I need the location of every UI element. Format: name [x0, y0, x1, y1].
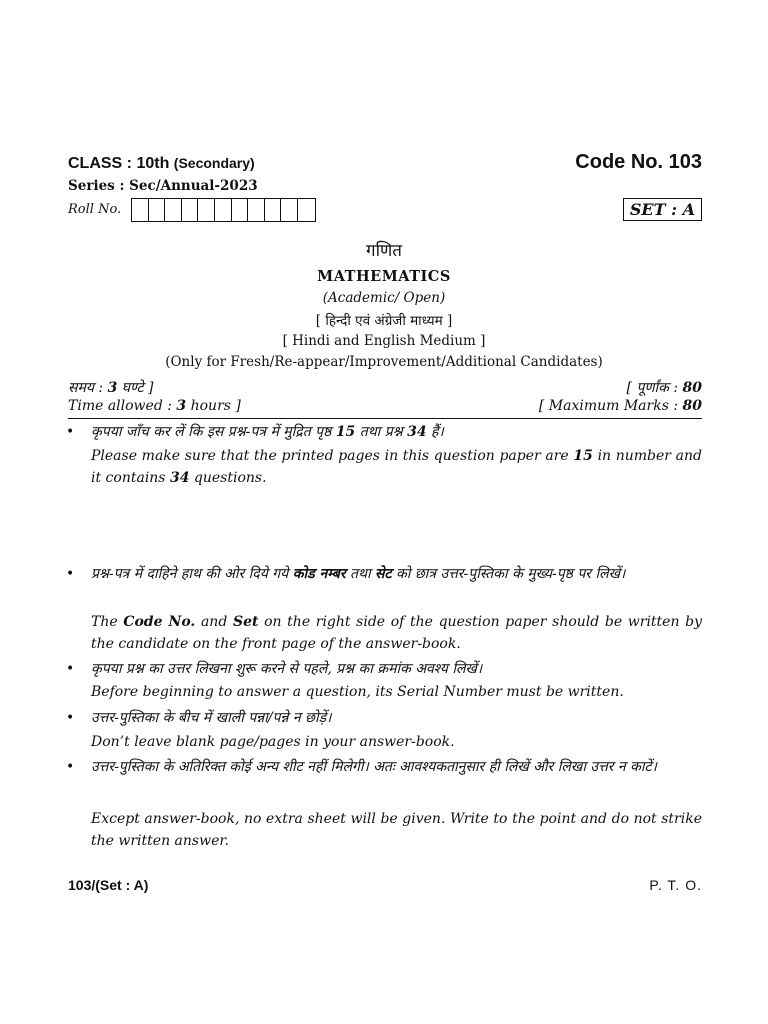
roll-number-boxes — [131, 198, 316, 222]
medium-hindi-label: [ हिन्दी एवं अंग्रेजी माध्यम ] — [315, 313, 453, 329]
roll-number-box — [232, 199, 249, 221]
series-label: Series : Sec/Annual-2023 — [68, 178, 258, 194]
time-hindi-label: समय : — [68, 380, 108, 396]
instruction-text: in number and it contains — [91, 448, 702, 486]
instruction-4-hindi: उत्तर-पुस्तिका के बीच में खाली पन्ना/पन्ने न छोड़ें। — [91, 710, 332, 726]
instruction-text: तथा — [345, 566, 376, 582]
instruction-2-english — [91, 611, 702, 655]
instruction-emphasis: कोड नम्बर — [292, 566, 346, 582]
roll-number-box — [182, 199, 199, 221]
code-number: Code No. 103 — [575, 151, 702, 173]
time-hindi-value: 3 — [107, 380, 118, 396]
time-hindi-unit: घण्टे ] — [117, 380, 154, 396]
maximum-marks-label: [ Maximum Marks : — [538, 398, 683, 414]
marks-hindi — [627, 378, 702, 397]
instruction-text: तथा प्रश्न — [355, 424, 408, 440]
marks-hindi-value: 80 — [682, 380, 702, 396]
bullet: • — [66, 424, 75, 440]
roll-number-box — [248, 199, 265, 221]
footer-paper-code: 103/(Set : A) — [68, 877, 149, 893]
footer-pto: P. T. O. — [649, 877, 702, 893]
instruction-text: on the right side of the question paper should be written by the candidate on the front page of the answer-book. — [91, 614, 702, 652]
instruction-3-hindi: कृपया प्रश्न का उत्तर लिखना शुरू करने से पहले, प्रश्न का क्रमांक अवश्य लिखें। — [91, 661, 483, 677]
roll-number-box — [281, 199, 298, 221]
class-main-text: CLASS : 10th — [68, 155, 170, 172]
instruction-emphasis: सेट — [375, 566, 392, 582]
roll-number-box — [215, 199, 232, 221]
subject-title-english: MATHEMATICS — [317, 268, 451, 285]
time-marks-hindi-row — [68, 378, 702, 397]
instruction-text: and — [195, 614, 233, 630]
roll-number-box — [165, 199, 182, 221]
instruction-emphasis: 15 — [573, 448, 593, 464]
subject-title-hindi: गणित — [366, 241, 402, 261]
time-allowed-label: Time allowed : — [68, 398, 177, 414]
time-marks-english-row — [68, 398, 702, 414]
medium-english-label: [ Hindi and English Medium ] — [282, 333, 486, 349]
bullet: • — [66, 759, 75, 775]
roll-number-box — [198, 199, 215, 221]
time-hindi — [68, 378, 154, 397]
academic-open-label: (Academic/ Open) — [322, 290, 446, 306]
instruction-3-english: Before beginning to answer a question, its Serial Number must be written. — [91, 684, 624, 700]
bullet: • — [66, 710, 75, 726]
instruction-emphasis: 34 — [169, 470, 190, 486]
instruction-1-english — [91, 445, 702, 489]
instruction-text: Please make sure that the printed pages in this question paper are — [91, 448, 574, 464]
instruction-emphasis: 15 — [335, 424, 356, 440]
instruction-emphasis: 34 — [407, 424, 427, 440]
roll-number-box — [132, 199, 149, 221]
roll-number-box — [298, 199, 315, 221]
roll-number-box — [149, 199, 166, 221]
bullet: • — [66, 566, 75, 582]
instruction-4-english: Don’t leave blank page/pages in your answer-book. — [91, 734, 455, 750]
instruction-emphasis: Code No. — [123, 614, 196, 630]
time-allowed-unit: hours ] — [186, 398, 241, 414]
maximum-marks — [539, 398, 702, 414]
instruction-2-hindi — [91, 563, 702, 585]
candidates-note: (Only for Fresh/Re-appear/Improvement/Additional Candidates) — [165, 354, 603, 370]
instruction-text: questions. — [189, 470, 267, 486]
roll-number-box — [265, 199, 282, 221]
instruction-text: को छात्र उत्तर-पुस्तिका के मुख्य-पृष्ठ पर लिखें। — [391, 566, 626, 582]
class-sub-text: (Secondary) — [173, 155, 255, 171]
maximum-marks-value: 80 — [682, 398, 702, 414]
instruction-text: कृपया जाँच कर लें कि इस प्रश्न-पत्र में मुद्रित पृष्ठ — [91, 424, 336, 440]
time-allowed — [68, 398, 241, 414]
instruction-text: हैं। — [426, 424, 444, 440]
roll-number-label: Roll No. — [68, 202, 122, 217]
instruction-emphasis: Set — [232, 614, 259, 630]
instruction-5-hindi: उत्तर-पुस्तिका के अतिरिक्त कोई अन्य शीट नहीं मिलेगी। अतः आवश्यकतानुसार ही लिखें और लिखा उत्तर न काटें। — [91, 759, 657, 775]
instruction-text: प्रश्न-पत्र में दाहिने हाथ की ओर दिये गये — [91, 566, 293, 582]
class-label — [68, 155, 255, 173]
set-label-box: SET : A — [623, 198, 702, 221]
instruction-5-english: Except answer-book, no extra sheet will be given. Write to the point and do not strike the written answer. — [91, 811, 702, 849]
bullet: • — [66, 661, 75, 677]
instruction-1-hindi — [91, 421, 702, 443]
marks-hindi-label: [ पूर्णांक : — [626, 380, 683, 396]
instruction-text: The — [91, 614, 124, 630]
time-allowed-value: 3 — [176, 398, 187, 414]
header-divider — [68, 418, 702, 419]
